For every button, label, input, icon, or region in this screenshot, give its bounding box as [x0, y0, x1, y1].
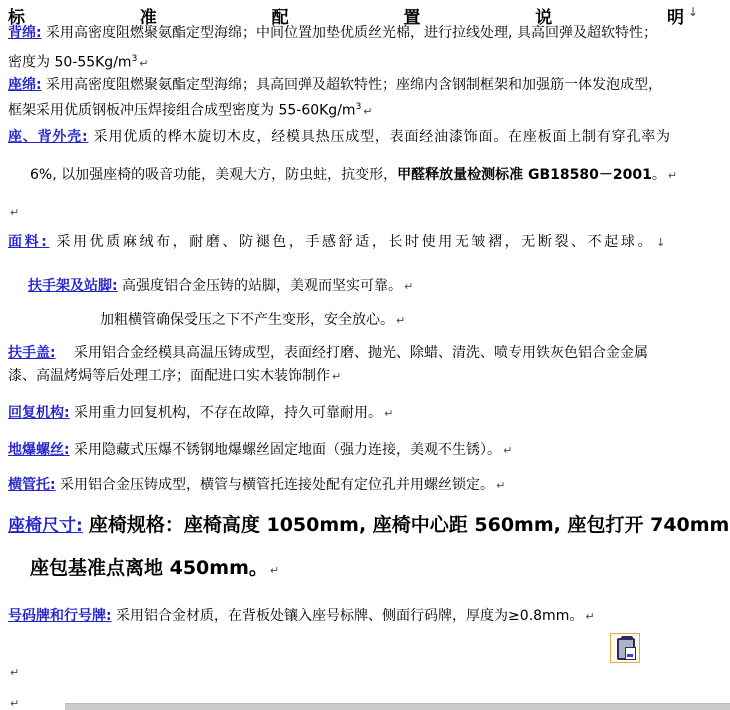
- text-line: [30, 166, 677, 185]
- paragraph-mark: ↵: [404, 280, 414, 293]
- paragraph-mark: ↓: [656, 236, 668, 249]
- body-text: 框架采用优质钢板冲压焊接组合成型密度为 55-60Kg/m: [8, 102, 356, 119]
- line-break-mark: ↓: [688, 5, 699, 19]
- section-label: 号码牌和行号牌:: [8, 608, 112, 624]
- section-label: 扶手架及站脚:: [28, 278, 118, 294]
- title-char: 说: [535, 8, 553, 28]
- text-line: [100, 311, 405, 330]
- paste-options-button[interactable]: [610, 633, 640, 663]
- paragraph-mark: ↵: [585, 610, 595, 623]
- text-line: [8, 607, 595, 626]
- section-label: 座绵:: [8, 77, 42, 93]
- paragraph-mark: ↵: [10, 666, 20, 679]
- body-text: 采用优质麻绒布，耐磨、防褪色，手感舒适，长时使用无皱褶，无断裂、不起球。: [49, 234, 655, 250]
- paragraph-mark: ↵: [269, 564, 280, 577]
- text-line: [8, 476, 505, 495]
- paragraph-mark: ↵: [503, 444, 513, 457]
- superscript: 3: [131, 54, 138, 64]
- paragraph-mark: ↵: [667, 169, 678, 182]
- body-text: 。: [651, 167, 666, 183]
- paragraph-mark: ↵: [496, 479, 506, 492]
- text-line: [8, 203, 19, 222]
- title-char: 明: [666, 8, 684, 28]
- section-label: 座椅尺寸:: [8, 516, 83, 536]
- body-text: 密度为 50-55Kg/m: [8, 54, 132, 71]
- title-char: 配: [271, 8, 289, 28]
- bold-text: 座包基准点离地 450mm。: [30, 557, 268, 579]
- paragraph-mark: ↵: [332, 370, 342, 383]
- body-text: 采用高密度阻燃聚氨酯定型海绵；具高回弹及超软特性；座绵内含钢制框架和加强筋一体发泡成型，: [41, 77, 663, 93]
- text-line: [8, 128, 671, 146]
- paragraph-mark: ↵: [363, 104, 373, 118]
- section-label: 背绵:: [8, 25, 42, 41]
- title-char: 准: [139, 8, 157, 28]
- body-text: 采用重力回复机构，不存在故障，持久可靠耐用。: [69, 405, 383, 421]
- text-line: [8, 694, 19, 710]
- body-text: 6%, 以加强座椅的吸音功能，美观大方，防虫蛀，抗变形，: [30, 167, 398, 183]
- section-label: 地爆螺丝:: [8, 442, 70, 458]
- paragraph-mark: ↵: [10, 697, 20, 710]
- text-line: [8, 663, 19, 682]
- paragraph-mark: ↵: [396, 314, 406, 327]
- body-text: 采用高密度阻燃聚氨酯定型海绵；中间位置加垫优质丝光棉，进行拉线处理, 具高回弹及超软特性；: [41, 25, 657, 41]
- bold-text: 座椅规格：座椅高度 1050mm, 座椅中心距 560mm, 座包打开 740mm: [88, 514, 730, 536]
- paragraph-mark: ↵: [10, 206, 20, 219]
- horizontal-scrollbar[interactable]: [65, 703, 730, 710]
- section-label: 扶手盖:: [8, 345, 56, 361]
- bold-text: 甲醛释放量检测标准 GB18580－2001: [397, 167, 652, 183]
- body-text: 采用优质的桦木旋切木皮，经模具热压成型，表面经油漆饰面。在座板面上制有穿孔率为: [88, 129, 671, 145]
- text-line: [8, 98, 373, 121]
- paragraph-mark: ↵: [139, 56, 149, 70]
- text-line: [30, 556, 279, 583]
- title-char: 置: [403, 8, 421, 28]
- section-label: 面料:: [8, 234, 50, 250]
- text-line: [8, 233, 668, 252]
- body-text: 采用隐藏式压爆不锈钢地爆螺丝固定地面（强力连接，美观不生锈）。: [69, 442, 502, 458]
- superscript: 3: [355, 102, 362, 112]
- text-line: [8, 76, 662, 94]
- paragraph-mark: ↵: [384, 407, 394, 420]
- body-text: 加粗横管确保受压之下不产生变形，安全放心。: [100, 312, 394, 328]
- body-text: 采用铝合金压铸成型，横管与横管托连接处配有定位孔并用螺丝锁定。: [55, 477, 495, 493]
- text-line: [8, 24, 657, 42]
- section-label: 横管托:: [8, 477, 56, 493]
- title-char: 标: [8, 8, 25, 28]
- text-line: [8, 50, 149, 73]
- pasted-page-icon: [625, 647, 636, 660]
- text-line: [28, 277, 413, 296]
- body-text: 采用铝合金材质，在背板处镶入座号标牌、侧面行码牌，厚度为≥0.8mm。: [111, 608, 584, 624]
- section-label: 回复机构:: [8, 405, 70, 421]
- section-label: 座、背外壳:: [8, 129, 89, 145]
- body-text: 漆、高温烤焗等后处理工序；面配进口实木装饰制作: [8, 368, 330, 384]
- text-line: [8, 344, 648, 362]
- body-text: 采用铝合金经模具高温压铸成型，表面经打磨、抛光、除蜡、清洗、喷专用铁灰色铝合金金属: [55, 345, 649, 361]
- text-line: [8, 404, 393, 423]
- page-text-mark: [627, 654, 633, 657]
- text-line: [8, 367, 341, 386]
- text-line: [8, 513, 730, 538]
- text-line: [8, 441, 512, 460]
- body-text: 高强度铝合金压铸的站脚，美观而坚实可靠。: [117, 278, 403, 294]
